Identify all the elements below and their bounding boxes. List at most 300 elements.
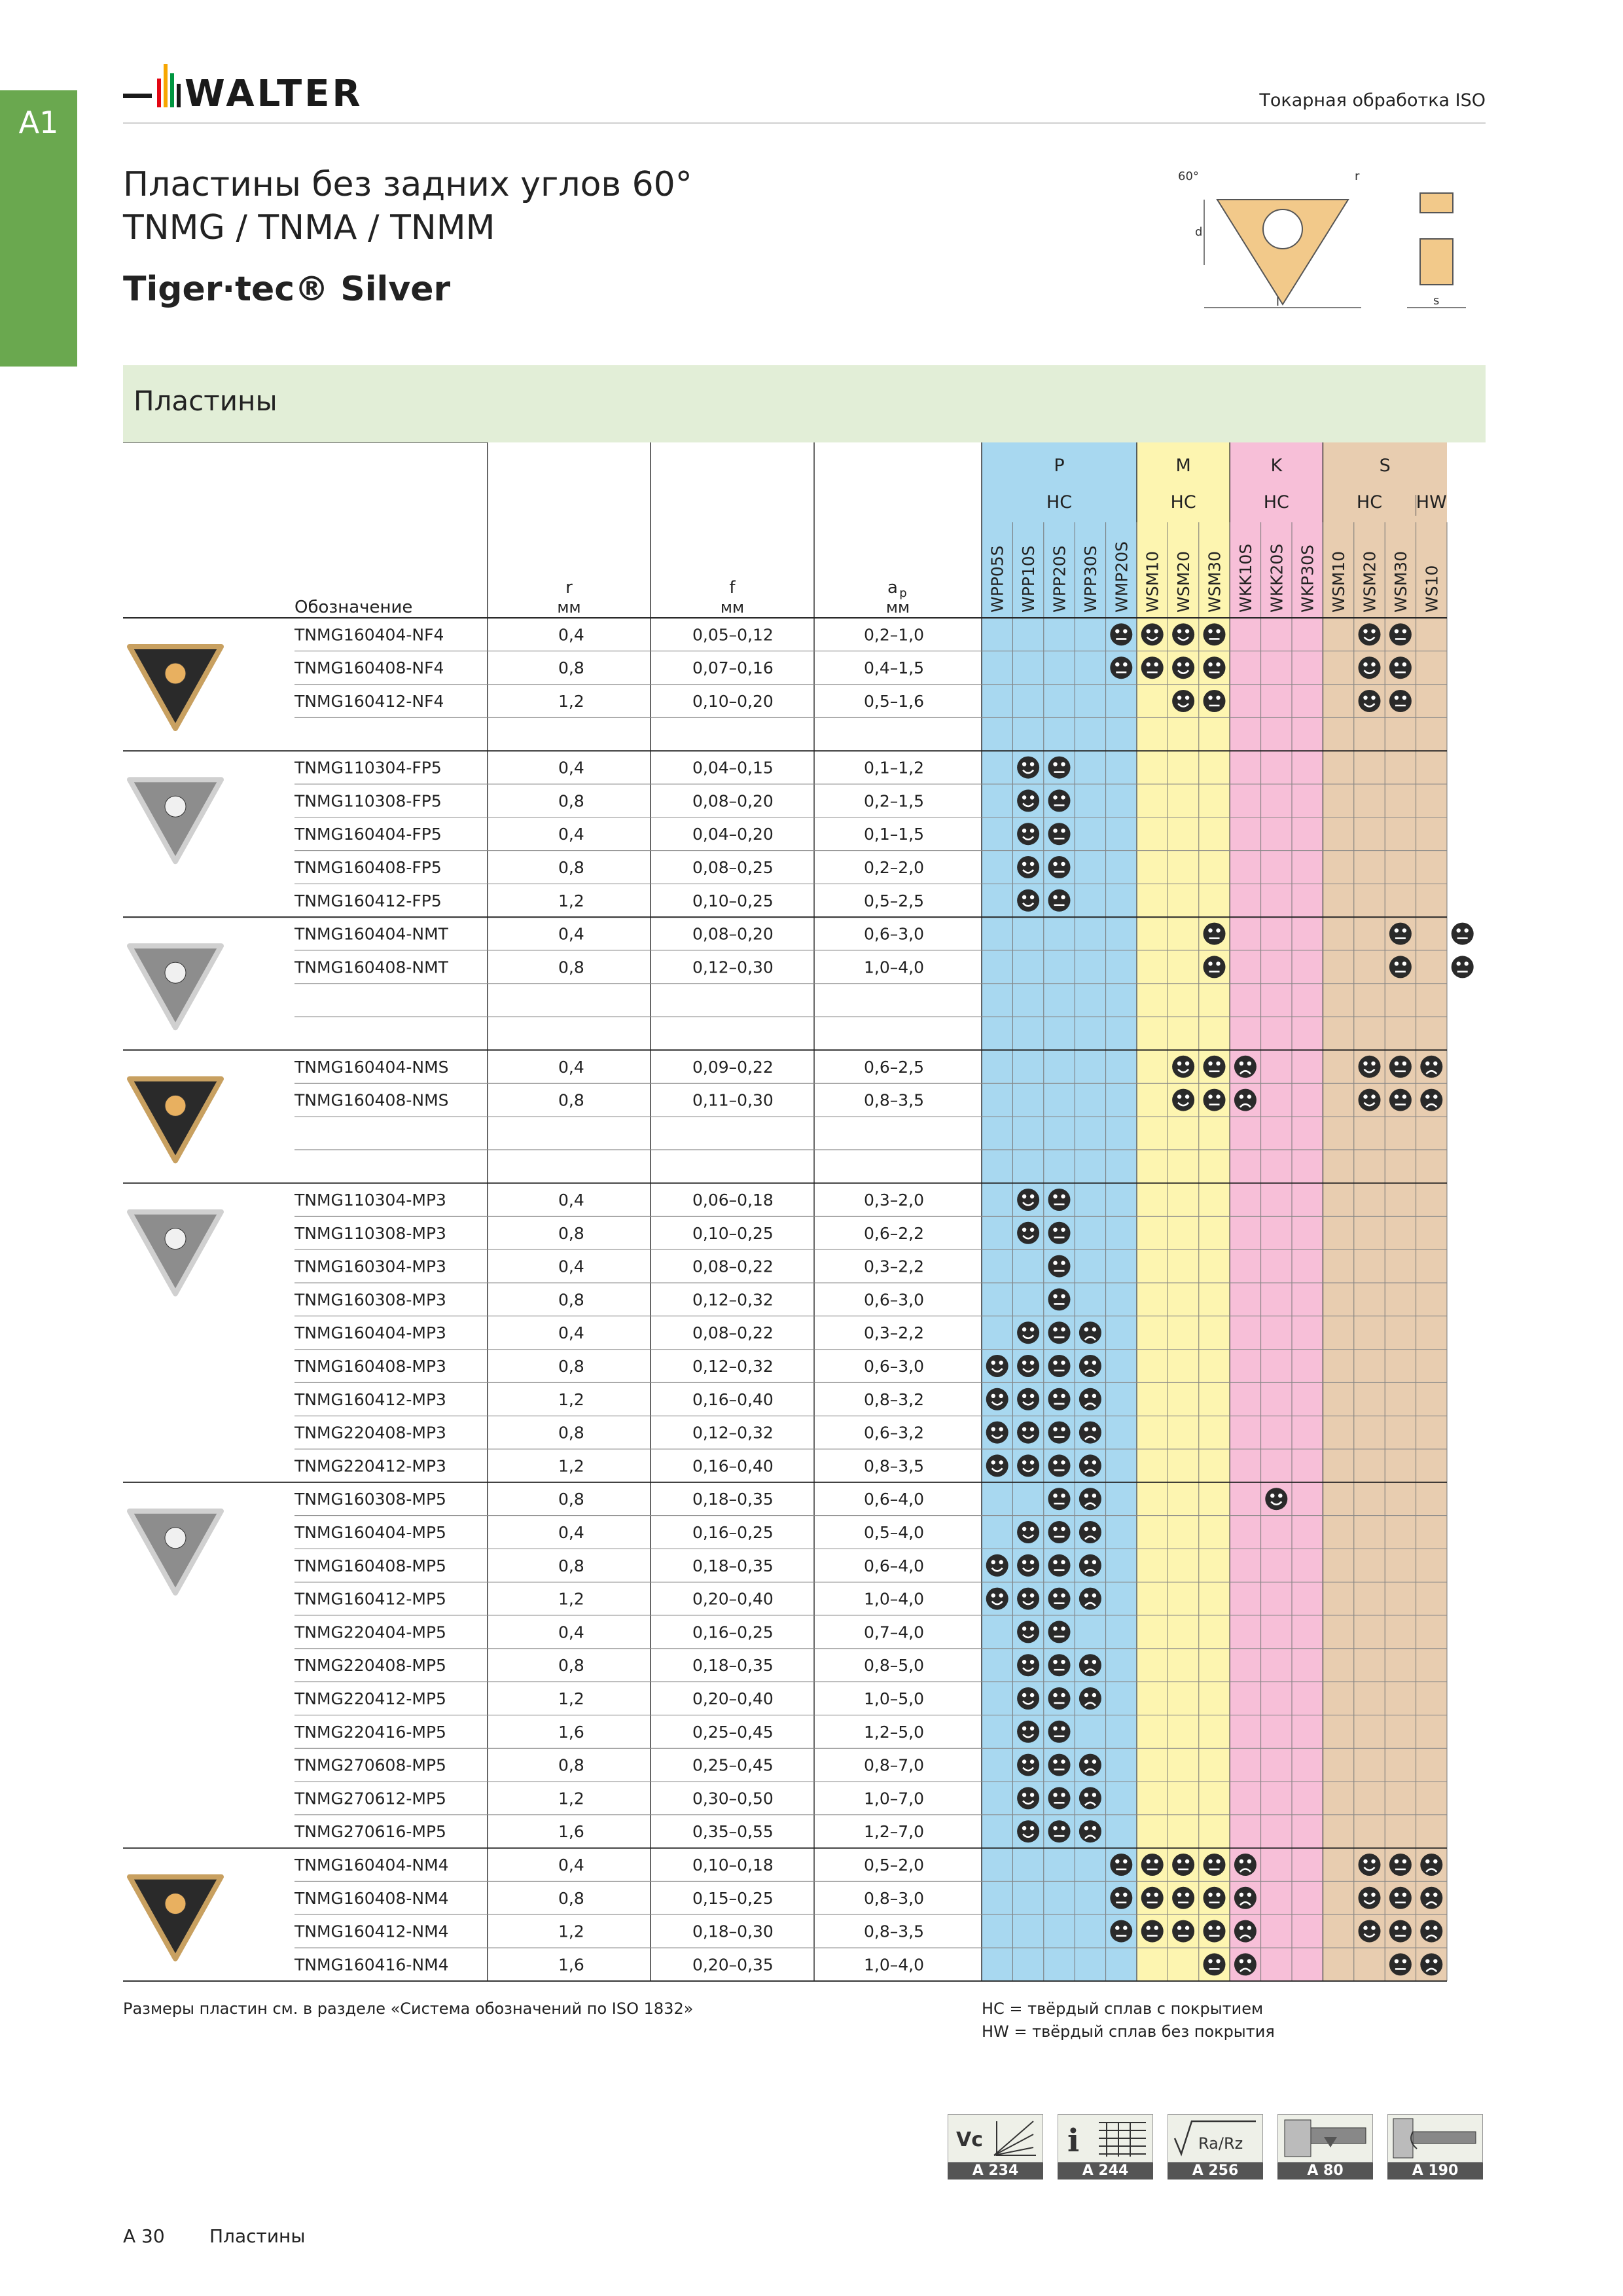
feed-range: 0,15–0,25 — [692, 1888, 774, 1908]
feed-range: 0,10–0,25 — [692, 891, 774, 910]
insert-code: TNMG160404-NF4 — [294, 625, 444, 645]
medium-rating-icon — [1204, 1887, 1226, 1909]
svg-text:i: i — [1067, 2123, 1080, 2159]
insert-code: TNMG160404-MP5 — [294, 1523, 446, 1542]
insert-code: TNMG160412-FP5 — [294, 891, 442, 910]
grade-name: WSM10 — [1143, 551, 1162, 613]
feed-range: 0,16–0,25 — [692, 1623, 774, 1642]
insert-code: TNMG110308-MP3 — [294, 1223, 446, 1243]
good-rating-icon — [1359, 1089, 1381, 1111]
poor-rating-icon — [1234, 1089, 1257, 1111]
good-rating-icon — [986, 1588, 1008, 1610]
insert-code: TNMG160308-MP3 — [294, 1290, 446, 1310]
depth-range: 0,3–2,2 — [864, 1323, 925, 1343]
group-name: S — [1379, 456, 1391, 476]
page-subtitle: TNMG / TNMA / TNMM — [123, 208, 495, 247]
insert-sketch — [1165, 160, 1492, 331]
insert-code: TNMG160408-NF4 — [294, 658, 444, 678]
medium-rating-icon — [1204, 1089, 1226, 1111]
insert-code: TNMG160408-NMS — [294, 1090, 449, 1110]
medium-rating-icon — [1110, 1887, 1132, 1909]
corner-radius: 0,8 — [558, 1423, 584, 1443]
feed-range: 0,25–0,45 — [692, 1755, 774, 1775]
depth-range: 0,3–2,2 — [864, 1257, 925, 1276]
corner-radius: 1,2 — [558, 692, 584, 711]
good-rating-icon — [986, 1554, 1008, 1577]
good-rating-icon — [1017, 1787, 1039, 1809]
insert-code: TNMG220412-MP5 — [294, 1689, 446, 1708]
medium-rating-icon — [1110, 656, 1132, 679]
insert-photo — [130, 946, 221, 1028]
good-rating-icon — [1172, 1089, 1194, 1111]
good-rating-icon — [1017, 1222, 1039, 1244]
corner-radius: 1,2 — [558, 1456, 584, 1476]
footnote-hw: HW = твёрдый сплав без покрытия — [982, 2022, 1275, 2041]
poor-rating-icon — [1234, 1920, 1257, 1943]
feed-range: 0,18–0,35 — [692, 1556, 774, 1575]
sketch-s: s — [1433, 294, 1440, 308]
external-holder-icon — [1277, 2114, 1373, 2162]
good-rating-icon — [1017, 1654, 1039, 1676]
insert-code: TNMG160404-NM4 — [294, 1856, 449, 1874]
insert-code: TNMG160304-MP3 — [294, 1257, 446, 1276]
svg-text:Vc: Vc — [956, 2128, 984, 2151]
insert-code: TNMG160412-MP3 — [294, 1390, 446, 1409]
depth-range: 0,2–1,5 — [864, 791, 925, 811]
insert-code: TNMG160404-NMS — [294, 1057, 449, 1077]
poor-rating-icon — [1420, 1089, 1442, 1111]
feed-range: 0,16–0,25 — [692, 1523, 774, 1542]
corner-radius: 0,8 — [558, 791, 584, 811]
poor-rating-icon — [1079, 1355, 1101, 1377]
insert-code: TNMG220412-MP3 — [294, 1456, 446, 1476]
good-rating-icon — [1017, 1554, 1039, 1577]
insert-code: TNMG220408-MP5 — [294, 1656, 446, 1676]
depth-range: 1,0–7,0 — [864, 1789, 925, 1808]
good-rating-icon — [1017, 1454, 1039, 1477]
ref-label: A 244 — [1058, 2162, 1153, 2179]
grade-name: WS10 — [1422, 565, 1442, 613]
insert-code: TNMG160308-MP5 — [294, 1490, 446, 1509]
insert-code: TNMG160408-MP3 — [294, 1357, 446, 1376]
product-line: Tiger·tec® Silver — [123, 270, 451, 309]
poor-rating-icon — [1079, 1488, 1101, 1510]
feed-range: 0,18–0,35 — [692, 1490, 774, 1509]
medium-rating-icon — [1048, 1621, 1071, 1643]
insert-code: TNMG220408-MP3 — [294, 1423, 446, 1443]
corner-radius: 0,8 — [558, 1490, 584, 1509]
poor-rating-icon — [1234, 1854, 1257, 1876]
feed-range: 0,09–0,22 — [692, 1057, 774, 1077]
medium-rating-icon — [1048, 1388, 1071, 1410]
insert-photo — [130, 1877, 221, 1959]
good-rating-icon — [1017, 1820, 1039, 1842]
depth-range: 0,2–1,0 — [864, 625, 925, 645]
section-title: Токарная обработка ISO — [1259, 90, 1486, 111]
corner-radius: 0,4 — [558, 758, 584, 778]
section-heading-text: Пластины — [134, 385, 277, 417]
medium-rating-icon — [1204, 956, 1226, 978]
medium-rating-icon — [1048, 789, 1071, 812]
depth-range: 0,5–2,5 — [864, 891, 925, 910]
medium-rating-icon — [1204, 1056, 1226, 1078]
sketch-l: l — [1276, 295, 1280, 309]
insert-photo — [130, 780, 221, 861]
depth-range: 1,0–4,0 — [864, 1589, 925, 1609]
medium-rating-icon — [1389, 623, 1412, 645]
feed-range: 0,07–0,16 — [692, 658, 774, 678]
insert-photo — [130, 647, 221, 728]
group-coat: HC — [1356, 492, 1383, 512]
ref-label: A 80 — [1277, 2162, 1373, 2179]
brand-wordmark: WALTER — [185, 73, 363, 115]
medium-rating-icon — [1452, 956, 1474, 978]
insert-code: TNMG110304-FP5 — [294, 758, 442, 778]
depth-range: 0,6–4,0 — [864, 1490, 925, 1509]
medium-rating-icon — [1172, 1887, 1194, 1909]
insert-code: TNMG270608-MP5 — [294, 1755, 446, 1775]
poor-rating-icon — [1079, 1321, 1101, 1344]
footnote-hc: HC = твёрдый сплав с покрытием — [982, 2000, 1264, 2018]
corner-radius: 0,8 — [558, 658, 584, 678]
insert-code: TNMG220404-MP5 — [294, 1623, 446, 1642]
corner-radius: 0,8 — [558, 1357, 584, 1376]
medium-rating-icon — [1110, 1854, 1132, 1876]
medium-rating-icon — [1389, 1089, 1412, 1111]
medium-rating-icon — [1141, 1887, 1164, 1909]
corner-radius: 0,4 — [558, 1856, 584, 1874]
corner-radius: 0,8 — [558, 958, 584, 977]
good-rating-icon — [1017, 1588, 1039, 1610]
feed-range: 0,08–0,20 — [692, 924, 774, 944]
medium-rating-icon — [1048, 1754, 1071, 1776]
poor-rating-icon — [1079, 1521, 1101, 1543]
col-header-r: r — [565, 578, 573, 598]
medium-rating-icon — [1048, 1721, 1071, 1743]
insert-code: TNMG160416-NM4 — [294, 1955, 449, 1975]
corner-radius: 1,6 — [558, 1955, 584, 1975]
svg-text:Ra/Rz: Ra/Rz — [1198, 2134, 1243, 2153]
medium-rating-icon — [1172, 1920, 1194, 1943]
good-rating-icon — [1359, 1887, 1381, 1909]
grade-name: WSM20 — [1174, 551, 1194, 613]
col-header-ap-sub: p — [899, 586, 907, 600]
good-rating-icon — [1017, 1621, 1039, 1643]
good-rating-icon — [1017, 889, 1039, 912]
medium-rating-icon — [1048, 823, 1071, 845]
medium-rating-icon — [1204, 1920, 1226, 1943]
poor-rating-icon — [1079, 1820, 1101, 1842]
feed-range: 0,05–0,12 — [692, 625, 774, 645]
insert-code: TNMG270616-MP5 — [294, 1822, 446, 1842]
depth-range: 0,8–3,5 — [864, 1456, 925, 1476]
depth-range: 0,7–4,0 — [864, 1623, 925, 1642]
insert-code: TNMG160408-MP5 — [294, 1556, 446, 1575]
good-rating-icon — [1017, 823, 1039, 845]
good-rating-icon — [1017, 789, 1039, 812]
header-divider — [123, 122, 1486, 124]
group-name: K — [1270, 456, 1283, 476]
good-rating-icon — [1017, 1388, 1039, 1410]
good-rating-icon — [1359, 1056, 1381, 1078]
depth-range: 0,8–3,5 — [864, 1090, 925, 1110]
medium-rating-icon — [1048, 1355, 1071, 1377]
corner-radius: 0,4 — [558, 924, 584, 944]
grade-name: WKK20S — [1267, 543, 1287, 613]
good-rating-icon — [1359, 623, 1381, 645]
good-rating-icon — [1017, 1754, 1039, 1776]
poor-rating-icon — [1079, 1754, 1101, 1776]
page-footer-title: Пластины — [209, 2225, 306, 2247]
poor-rating-icon — [1420, 1920, 1442, 1943]
poor-rating-icon — [1079, 1554, 1101, 1577]
poor-rating-icon — [1234, 1056, 1257, 1078]
reference-links — [948, 2114, 1486, 2179]
insert-code: TNMG160412-MP5 — [294, 1589, 446, 1609]
ref-boring-bar[interactable] — [1387, 2114, 1483, 2179]
grade-name: WPP20S — [1050, 545, 1069, 613]
medium-rating-icon — [1048, 1454, 1071, 1477]
medium-rating-icon — [1048, 1189, 1071, 1211]
medium-rating-icon — [1389, 1056, 1412, 1078]
chapter-tab-label: A1 — [18, 105, 59, 140]
corner-radius: 0,8 — [558, 858, 584, 877]
corner-radius: 0,8 — [558, 1223, 584, 1243]
grade-name: WSM20 — [1360, 551, 1380, 613]
medium-rating-icon — [1048, 1687, 1071, 1710]
poor-rating-icon — [1420, 1056, 1442, 1078]
good-rating-icon — [1359, 690, 1381, 712]
poor-rating-icon — [1079, 1454, 1101, 1477]
feed-range: 0,06–0,18 — [692, 1191, 774, 1210]
insert-code: TNMG110308-FP5 — [294, 791, 442, 811]
section-heading — [123, 365, 1486, 442]
insert-code: TNMG270612-MP5 — [294, 1789, 446, 1808]
feed-range: 0,25–0,45 — [692, 1722, 774, 1742]
depth-range: 0,5–2,0 — [864, 1856, 925, 1874]
insert-photo — [130, 1212, 221, 1294]
feed-range: 0,18–0,30 — [692, 1922, 774, 1941]
corner-radius: 0,4 — [558, 1257, 584, 1276]
medium-rating-icon — [1048, 1222, 1071, 1244]
corner-radius: 0,8 — [558, 1090, 584, 1110]
depth-range: 0,8–3,0 — [864, 1888, 925, 1908]
feed-range: 0,10–0,25 — [692, 1223, 774, 1243]
corner-radius: 0,8 — [558, 1888, 584, 1908]
corner-radius: 0,4 — [558, 625, 584, 645]
grade-name: WMP20S — [1112, 541, 1132, 613]
poor-rating-icon — [1420, 1854, 1442, 1876]
feed-range: 0,16–0,40 — [692, 1390, 774, 1409]
poor-rating-icon — [1234, 1953, 1257, 1975]
ref-label: A 234 — [948, 2162, 1043, 2179]
medium-rating-icon — [1048, 1422, 1071, 1444]
medium-rating-icon — [1141, 1920, 1164, 1943]
corner-radius: 0,4 — [558, 1323, 584, 1343]
page-number: A 30 — [123, 2225, 165, 2247]
insert-photo — [130, 1511, 221, 1593]
good-rating-icon — [986, 1454, 1008, 1477]
depth-range: 0,6–3,2 — [864, 1423, 925, 1443]
good-rating-icon — [1172, 623, 1194, 645]
corner-radius: 0,8 — [558, 1290, 584, 1310]
insert-code: TNMG160408-NMT — [294, 958, 448, 977]
depth-range: 0,6–3,0 — [864, 924, 925, 944]
info-icon — [1058, 2114, 1153, 2162]
feed-range: 0,12–0,32 — [692, 1357, 774, 1376]
insert-code: TNMG160412-NM4 — [294, 1922, 449, 1941]
medium-rating-icon — [1048, 1488, 1071, 1510]
boring-bar-icon — [1387, 2114, 1483, 2162]
grade-name: WKP30S — [1298, 545, 1317, 613]
insert-code: TNMG160404-FP5 — [294, 825, 442, 844]
grade-name: WPP10S — [1019, 545, 1039, 613]
medium-rating-icon — [1389, 923, 1412, 945]
corner-radius: 0,8 — [558, 1755, 584, 1775]
feed-range: 0,12–0,32 — [692, 1423, 774, 1443]
group-name: M — [1175, 456, 1191, 476]
medium-rating-icon — [1389, 690, 1412, 712]
corner-radius: 0,8 — [558, 1556, 584, 1575]
good-rating-icon — [1017, 1521, 1039, 1543]
poor-rating-icon — [1420, 1887, 1442, 1909]
corner-radius: 0,4 — [558, 1057, 584, 1077]
feed-range: 0,16–0,40 — [692, 1456, 774, 1476]
insert-photo — [130, 1079, 221, 1160]
medium-rating-icon — [1048, 1554, 1071, 1577]
corner-radius: 0,8 — [558, 1656, 584, 1676]
depth-range: 0,6–2,5 — [864, 1057, 925, 1077]
sketch-angle: 60° — [1178, 170, 1199, 183]
medium-rating-icon — [1389, 1920, 1412, 1943]
medium-rating-icon — [1048, 1654, 1071, 1676]
footnote-dimensions: Размеры пластин см. в разделе «Система обозначений по ISO 1832» — [123, 2000, 694, 2018]
good-rating-icon — [1172, 656, 1194, 679]
col-header-designation: Обозначение — [294, 598, 413, 617]
insert-code: TNMG220416-MP5 — [294, 1722, 446, 1742]
depth-range: 1,0–4,0 — [864, 958, 925, 977]
insert-code: TNMG160404-MP3 — [294, 1323, 446, 1343]
good-rating-icon — [1017, 856, 1039, 878]
good-rating-icon — [1017, 1355, 1039, 1377]
ref-external-holder[interactable] — [1277, 2114, 1373, 2179]
depth-range: 1,0–5,0 — [864, 1689, 925, 1708]
depth-range: 0,8–3,2 — [864, 1390, 925, 1409]
good-rating-icon — [1141, 623, 1164, 645]
depth-range: 0,4–1,5 — [864, 658, 925, 678]
medium-rating-icon — [1172, 1854, 1194, 1876]
medium-rating-icon — [1048, 1521, 1071, 1543]
medium-rating-icon — [1389, 956, 1412, 978]
grade-name: WPP30S — [1080, 545, 1100, 613]
sketch-r: r — [1355, 170, 1360, 183]
medium-rating-icon — [1048, 1288, 1071, 1310]
col-header-ap-unit: мм — [885, 598, 910, 617]
feed-range: 0,10–0,20 — [692, 692, 774, 711]
medium-rating-icon — [1389, 1953, 1412, 1975]
depth-range: 0,8–7,0 — [864, 1755, 925, 1775]
col-header-f: f — [729, 578, 736, 598]
feed-range: 0,20–0,40 — [692, 1589, 774, 1609]
feed-range: 0,10–0,18 — [692, 1856, 774, 1874]
col-header-r-unit: мм — [557, 598, 581, 617]
walter-logo — [123, 59, 398, 118]
medium-rating-icon — [1204, 1953, 1226, 1975]
insert-code: TNMG160404-NMT — [294, 924, 448, 944]
good-rating-icon — [1359, 1920, 1381, 1943]
feed-range: 0,12–0,32 — [692, 1290, 774, 1310]
feed-range: 0,08–0,22 — [692, 1257, 774, 1276]
medium-rating-icon — [1048, 889, 1071, 912]
ref-info[interactable] — [1058, 2114, 1153, 2179]
corner-radius: 1,2 — [558, 1789, 584, 1808]
inserts-table — [123, 442, 1486, 1994]
ref-roughness[interactable] — [1168, 2114, 1263, 2179]
cutting-data-icon — [948, 2114, 1043, 2162]
poor-rating-icon — [1079, 1654, 1101, 1676]
corner-radius: 1,2 — [558, 1589, 584, 1609]
poor-rating-icon — [1079, 1422, 1101, 1444]
depth-range: 0,3–2,0 — [864, 1191, 925, 1210]
medium-rating-icon — [1048, 1787, 1071, 1809]
feed-range: 0,04–0,15 — [692, 758, 774, 778]
medium-rating-icon — [1048, 856, 1071, 878]
ref-cutting-data[interactable] — [948, 2114, 1043, 2179]
good-rating-icon — [1017, 1189, 1039, 1211]
poor-rating-icon — [1234, 1887, 1257, 1909]
group-coat-hw: HW — [1416, 492, 1447, 512]
medium-rating-icon — [1204, 1854, 1226, 1876]
col-header-f-unit: мм — [720, 598, 745, 617]
feed-range: 0,08–0,25 — [692, 858, 774, 877]
medium-rating-icon — [1048, 1820, 1071, 1842]
feed-range: 0,35–0,55 — [692, 1822, 774, 1842]
depth-range: 1,2–7,0 — [864, 1822, 925, 1842]
surface-roughness-icon — [1168, 2114, 1263, 2162]
poor-rating-icon — [1079, 1687, 1101, 1710]
group-coat: HC — [1170, 492, 1196, 512]
corner-radius: 0,4 — [558, 1523, 584, 1542]
good-rating-icon — [1017, 1687, 1039, 1710]
sketch-d: d — [1195, 225, 1203, 239]
feed-range: 0,11–0,30 — [692, 1090, 774, 1110]
grade-name: WSM30 — [1205, 551, 1224, 613]
insert-code: TNMG160408-FP5 — [294, 858, 442, 877]
poor-rating-icon — [1079, 1388, 1101, 1410]
good-rating-icon — [1017, 1321, 1039, 1344]
good-rating-icon — [1017, 1721, 1039, 1743]
insert-code: TNMG160408-NM4 — [294, 1888, 449, 1908]
corner-radius: 0,4 — [558, 1623, 584, 1642]
good-rating-icon — [1172, 1056, 1194, 1078]
corner-radius: 0,4 — [558, 1191, 584, 1210]
feed-range: 0,12–0,30 — [692, 958, 774, 977]
depth-range: 0,8–5,0 — [864, 1656, 925, 1676]
depth-range: 0,1–1,5 — [864, 825, 925, 844]
chapter-tab[interactable] — [0, 90, 77, 367]
good-rating-icon — [986, 1388, 1008, 1410]
corner-radius: 0,4 — [558, 825, 584, 844]
grade-name: WPP05S — [988, 545, 1007, 613]
poor-rating-icon — [1420, 1953, 1442, 1975]
good-rating-icon — [986, 1355, 1008, 1377]
good-rating-icon — [1359, 656, 1381, 679]
depth-range: 0,1–1,2 — [864, 758, 925, 778]
depth-range: 0,6–3,0 — [864, 1290, 925, 1310]
col-header-ap: a — [887, 578, 898, 598]
poor-rating-icon — [1079, 1588, 1101, 1610]
ref-label: A 256 — [1168, 2162, 1263, 2179]
